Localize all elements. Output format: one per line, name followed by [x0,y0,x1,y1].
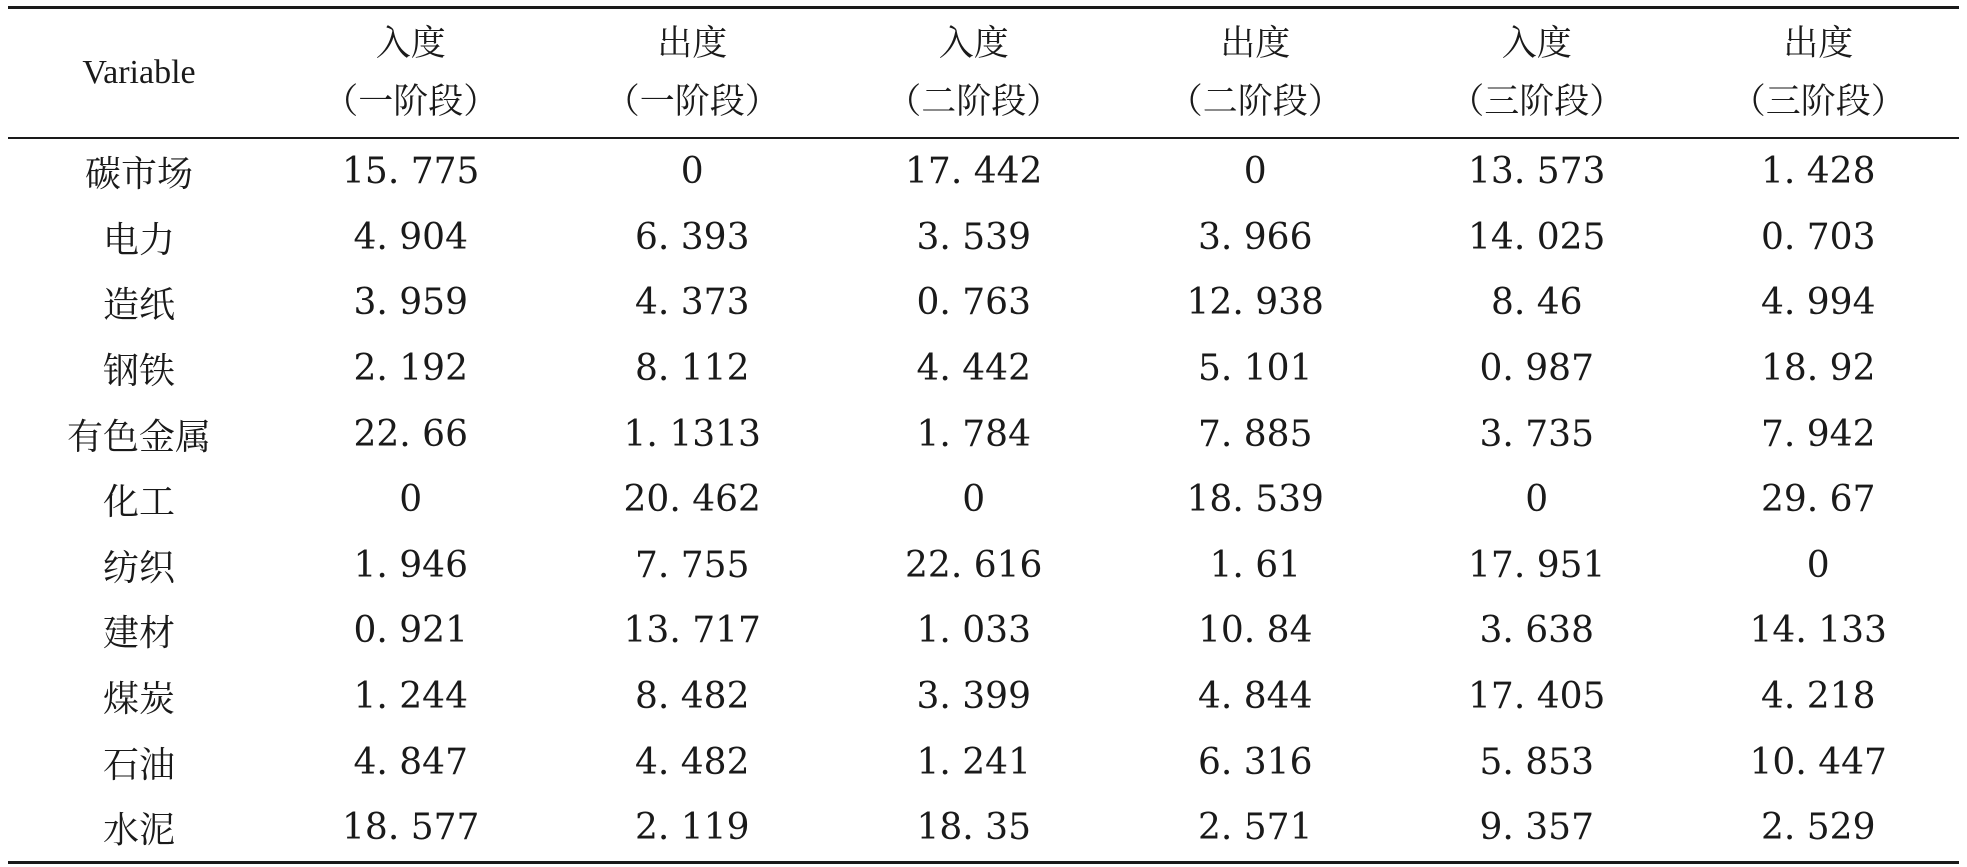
row-label: 电力 [102,219,175,261]
header-col-5 [1396,8,1678,139]
table-cell: 3. 735 [1479,413,1594,455]
table-cell: 1. 244 [353,676,468,718]
table-cell: 7. 755 [634,544,750,586]
table-cell: 4. 904 [353,216,468,258]
degree-table [8,6,1959,864]
table-cell: 7. 885 [1197,413,1313,455]
table-cell: 8. 112 [634,348,750,390]
table-cell: 3. 638 [1479,610,1594,652]
table-row [8,336,1959,402]
table-cell: 5. 101 [1197,348,1313,390]
table-cell: 22. 616 [905,544,1043,586]
table-row [8,467,1959,533]
table-cell: 14. 025 [1468,216,1606,258]
table-cell: 0. 921 [353,610,468,652]
table-cell: 17. 442 [905,151,1043,193]
header-col-2 [552,8,834,139]
header-col-5-line2: （三阶段） [1449,82,1625,122]
table-row [8,533,1959,599]
table-cell: 12. 938 [1186,282,1324,324]
table-cell: 0 [680,151,704,193]
table-cell: 3. 959 [353,282,468,324]
table-cell: 4. 482 [634,741,750,783]
table-cell: 14. 133 [1749,610,1887,652]
table-row [8,795,1959,862]
header-col-4-line2: （二阶段） [1167,82,1343,122]
header-col-3-line1: 入度 [938,24,1009,64]
data-table-container [8,6,1959,864]
header-row [8,8,1959,139]
table-cell: 8. 482 [634,676,750,718]
row-label: 造纸 [102,285,175,327]
table-cell: 8. 46 [1490,282,1583,324]
table-row [8,205,1959,271]
table-cell: 2. 529 [1760,807,1876,849]
table-cell: 0. 987 [1479,348,1594,390]
table-cell: 4. 442 [916,348,1031,390]
table-cell: 0 [1525,479,1549,521]
row-label: 水泥 [102,810,175,852]
table-cell: 0. 763 [916,282,1031,324]
table-cell: 4. 218 [1760,676,1876,718]
table-cell: 17. 951 [1468,544,1606,586]
table-cell: 5. 853 [1479,741,1594,783]
table-cell: 10. 447 [1749,741,1887,783]
table-cell: 18. 35 [916,807,1031,849]
table-cell: 13. 717 [623,610,761,652]
table-header [8,8,1959,139]
table-cell: 0 [1243,151,1267,193]
table-cell: 0 [399,479,423,521]
table-cell: 18. 577 [342,807,480,849]
table-cell: 2. 571 [1197,807,1313,849]
table-cell: 20. 462 [623,479,761,521]
table-cell: 1. 033 [916,610,1031,652]
header-col-5-line1: 入度 [1501,24,1572,64]
table-cell: 3. 539 [916,216,1031,258]
table-cell: 6. 316 [1197,741,1313,783]
table-body [8,138,1959,862]
table-row [8,401,1959,467]
row-label: 石油 [102,744,175,786]
table-cell: 22. 66 [353,413,468,455]
row-label: 纺织 [102,547,175,589]
header-col-3 [833,8,1115,139]
table-cell: 18. 539 [1186,479,1324,521]
header-variable: Variable [82,54,196,91]
table-cell: 17. 405 [1468,676,1606,718]
row-label: 有色金属 [66,416,211,458]
header-col-6-line1: 出度 [1783,24,1854,64]
table-row [8,664,1959,730]
table-cell: 3. 399 [916,676,1031,718]
row-label: 煤炭 [102,679,175,721]
header-col-6 [1678,8,1960,139]
table-cell: 2. 119 [634,807,750,849]
table-cell: 29. 67 [1760,479,1876,521]
row-label: 钢铁 [102,351,175,393]
table-cell: 9. 357 [1479,807,1594,849]
table-cell: 15. 775 [342,151,480,193]
table-cell: 1. 1313 [623,413,761,455]
table-cell: 2. 192 [353,348,468,390]
table-cell: 4. 847 [353,741,468,783]
table-cell: 3. 966 [1197,216,1313,258]
table-cell: 18. 92 [1760,348,1876,390]
table-cell: 4. 844 [1197,676,1313,718]
table-cell: 6. 393 [634,216,750,258]
table-cell: 0 [962,479,986,521]
table-cell: 1. 241 [916,741,1031,783]
row-label: 建材 [102,613,175,655]
table-cell: 7. 942 [1760,413,1876,455]
header-col-1-line1: 入度 [375,24,446,64]
header-col-3-line2: （二阶段） [886,82,1062,122]
table-cell: 1. 61 [1209,544,1302,586]
header-col-4-line1: 出度 [1220,24,1291,64]
header-col-4 [1115,8,1397,139]
table-cell: 4. 994 [1760,282,1876,324]
table-cell: 1. 784 [916,413,1031,455]
table-row [8,729,1959,795]
table-row [8,270,1959,336]
table-cell: 0. 703 [1760,216,1876,258]
header-col-1 [270,8,552,139]
table-cell: 1. 946 [353,544,468,586]
header-col-1-line2: （一阶段） [323,82,499,122]
table-row [8,598,1959,664]
table-cell: 10. 84 [1197,610,1313,652]
header-col-6-line2: （三阶段） [1730,82,1906,122]
header-col-2-line1: 出度 [657,24,728,64]
row-label: 碳市场 [84,154,193,196]
table-cell: 0 [1806,544,1830,586]
header-col-2-line2: （一阶段） [604,82,780,122]
row-label: 化工 [102,482,175,524]
table-cell: 4. 373 [634,282,750,324]
table-row [8,138,1959,205]
table-cell: 13. 573 [1468,151,1606,193]
table-cell: 1. 428 [1760,151,1876,193]
